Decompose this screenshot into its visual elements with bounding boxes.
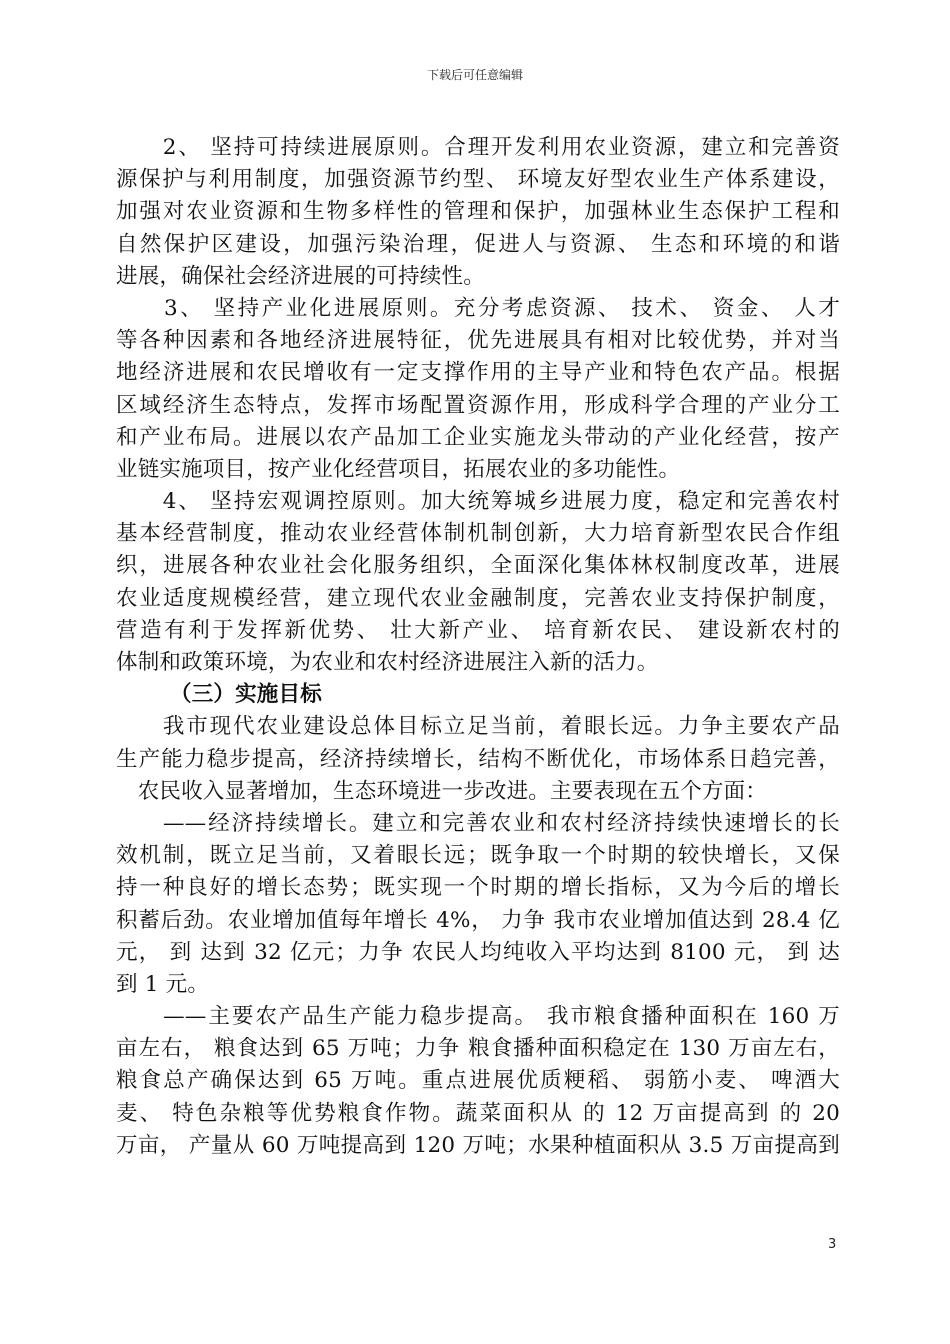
text-line: 农民收入显著增加，生态环境进一步改进。主要表现在五个方面：: [116, 778, 768, 804]
section-heading: （三）实施目标: [170, 682, 322, 708]
text-line: 加强对农业资源和生物多样性的管理和保护，加强林业生态保护工程和: [116, 199, 840, 225]
text-line: 万亩， 产量从 60 万吨提高到 120 万吨；水果种植面积从 3.5 万亩提高到: [116, 1132, 840, 1158]
text-line: 体制和政策环境，为农业和农村经济进展注入新的活力。: [116, 650, 659, 675]
text-line: 基本经营制度，推动农业经营体制机制创新，大力培育新型农民合作组: [116, 521, 840, 547]
text-line: 生产能力稳步提高，经济持续增长，结构不断优化，市场体系日趋完善，: [116, 746, 840, 772]
text-line: 等各种因素和各地经济进展特征，优先进展具有相对比较优势，并对当: [116, 328, 840, 354]
text-line: 亩左右， 粮食达到 65 万吨；力争 粮食播种面积稳定在 130 万亩左右，: [116, 1036, 840, 1062]
text-line: 麦、 特色杂粮等优势粮食作物。蔬菜面积从 的 12 万亩提高到 的 20: [116, 1100, 840, 1126]
text-line: ——经济持续增长。建立和完善农业和农村经济持续快速增长的长: [116, 810, 840, 836]
text-line: 区域经济生态特点，发挥市场配置资源作用，形成科学合理的产业分工: [116, 392, 840, 418]
text-line: 持一种良好的增长态势；既实现一个时期的增长指标，又为今后的增长: [116, 875, 840, 901]
text-line: 我市现代农业建设总体目标立足当前，着眼长远。力争主要农产品: [116, 714, 840, 740]
text-line: 3、 坚持产业化进展原则。充分考虑资源、 技术、 资金、 人才: [116, 295, 840, 321]
text-line: 到 1 元。: [116, 971, 210, 997]
text-line: 粮食总产确保达到 65 万吨。重点进展优质粳稻、 弱筋小麦、 啤酒大: [116, 1068, 840, 1094]
text-line: 效机制，既立足当前，又着眼长远；既争取一个时期的较快增长，又保: [116, 843, 840, 869]
text-line: 织，进展各种农业社会化服务组织，全面深化集体林权制度改革，进展: [116, 553, 840, 579]
text-line: 业链实施项目，按产业化经营项目，拓展农业的多功能性。: [116, 456, 681, 482]
page-header: 下载后可任意编辑: [426, 68, 523, 82]
text-line: 进展，确保社会经济进展的可持续性。: [116, 263, 485, 289]
text-line: 2、 坚持可持续进展原则。合理开发利用农业资源，建立和完善资: [116, 135, 840, 160]
text-line: 源保护与利用制度，加强资源节约型、 环境友好型农业生产体系建设，: [116, 167, 840, 193]
text-line: ——主要农产品生产能力稳步提高。 我市粮食播种面积在 160 万: [116, 1004, 840, 1030]
text-line: 元， 到 达到 32 亿元；力争 农民人均纯收入平均达到 8100 元， 到 达: [116, 939, 840, 965]
text-line: 农业适度规模经营，建立现代农业金融制度，完善农业支持保护制度，: [116, 585, 840, 611]
text-line: 积蓄后劲。农业增加值每年增长 4%， 力争 我市农业增加值达到 28.4 亿: [116, 907, 840, 933]
text-line: 和产业布局。进展以农产品加工企业实施龙头带动的产业化经营，按产: [116, 424, 840, 450]
page-number: 3: [828, 1237, 837, 1252]
text-line: 4、 坚持宏观调控原则。加大统筹城乡进展力度，稳定和完善农村: [116, 489, 840, 515]
text-line: 营造有利于发挥新优势、 壮大新产业、 培育新农民、 建设新农村的: [116, 617, 840, 643]
text-line: 地经济进展和农民增收有一定支撑作用的主导产业和特色农产品。根据: [116, 360, 840, 386]
document-body: [116, 132, 840, 1162]
text-line: 自然保护区建设，加强污染治理，促进人与资源、 生态和环境的和谐: [116, 231, 840, 257]
